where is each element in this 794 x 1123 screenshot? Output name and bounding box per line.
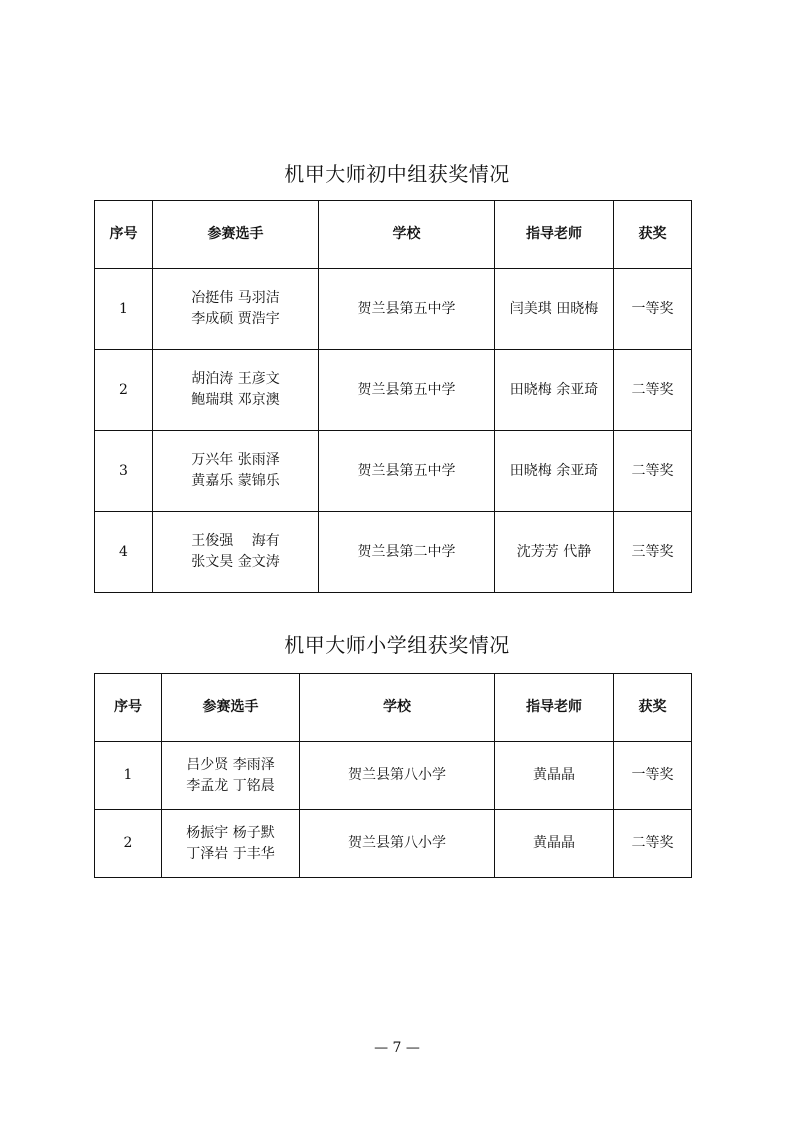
cell-players [162,742,300,810]
player-line: 丁泽岩 于丰华 [186,845,275,862]
header-teachers: 指导老师 [495,674,614,742]
table-row [95,269,692,350]
player-line: 王俊强 海有 [191,533,280,549]
section-title-junior: 机甲大师初中组获奖情况 [284,162,510,186]
table-row [95,350,692,431]
table-row [95,431,692,512]
table-header-row [95,201,692,269]
junior-awards-table [94,200,692,593]
cell-no: 1 [95,269,153,350]
cell-award: 一等奖 [614,269,692,350]
page-number: — 7 — [374,1040,420,1056]
cell-school: 贺兰县第二中学 [319,512,495,593]
header-no: 序号 [95,674,162,742]
player-line: 胡泊涛 王彦文 [191,371,280,387]
cell-teachers: 黄晶晶 [495,742,614,810]
cell-award: 二等奖 [614,431,692,512]
header-school: 学校 [300,674,495,742]
cell-no: 3 [95,431,153,512]
player-line: 李孟龙 丁铭晨 [186,777,275,794]
cell-teachers: 闫美琪 田晓梅 [495,269,614,350]
cell-teachers: 黄晶晶 [495,810,614,878]
table-row [95,742,692,810]
player-line: 吕少贤 李雨泽 [186,756,275,773]
header-no: 序号 [95,201,153,269]
cell-players [162,810,300,878]
header-players: 参赛选手 [162,674,300,742]
table-row [95,810,692,878]
cell-award: 三等奖 [614,512,692,593]
header-players: 参赛选手 [153,201,319,269]
player-line: 鲍瑞琪 邓京澳 [191,392,280,408]
cell-players [153,431,319,512]
header-school: 学校 [319,201,495,269]
header-award: 获奖 [614,201,692,269]
cell-no: 4 [95,512,153,593]
player-line: 万兴年 张雨泽 [191,452,280,468]
player-line: 杨振宇 杨子默 [186,824,275,841]
primary-awards-table [94,673,692,878]
cell-school: 贺兰县第五中学 [319,350,495,431]
cell-school: 贺兰县第八小学 [300,810,495,878]
header-award: 获奖 [614,674,692,742]
cell-players [153,269,319,350]
cell-teachers: 田晓梅 余亚琦 [495,350,614,431]
player-line: 冶挺伟 马羽洁 [191,290,280,306]
cell-award: 二等奖 [614,350,692,431]
player-line: 黄嘉乐 蒙锦乐 [191,473,280,489]
player-line: 张文昊 金文涛 [191,554,280,570]
player-line: 李成硕 贾浩宇 [191,311,280,327]
cell-school: 贺兰县第八小学 [300,742,495,810]
cell-school: 贺兰县第五中学 [319,431,495,512]
cell-teachers: 田晓梅 余亚琦 [495,431,614,512]
cell-no: 1 [95,742,162,810]
table-row [95,512,692,593]
cell-players [153,512,319,593]
section-title-primary: 机甲大师小学组获奖情况 [284,633,510,657]
table-header-row [95,674,692,742]
cell-award: 一等奖 [614,742,692,810]
cell-no: 2 [95,810,162,878]
cell-players [153,350,319,431]
cell-no: 2 [95,350,153,431]
cell-school: 贺兰县第五中学 [319,269,495,350]
cell-teachers: 沈芳芳 代静 [495,512,614,593]
header-teachers: 指导老师 [495,201,614,269]
cell-award: 二等奖 [614,810,692,878]
